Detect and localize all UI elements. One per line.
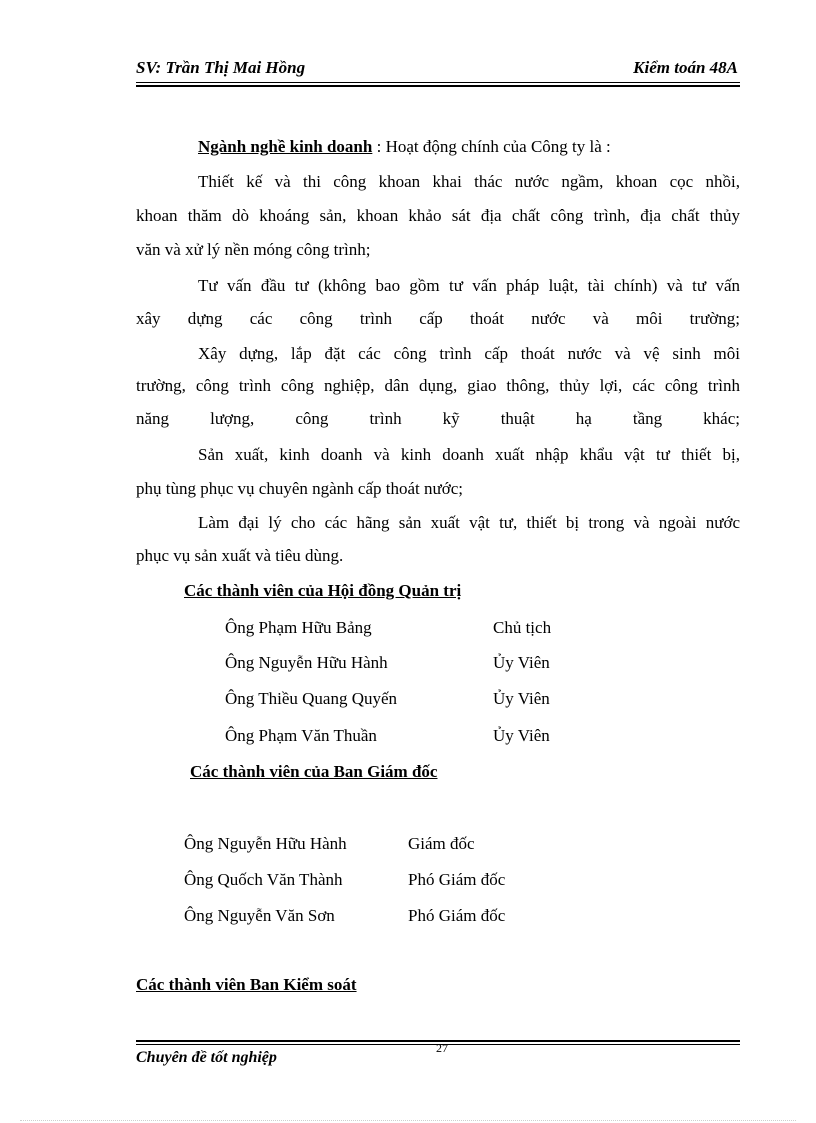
business-intro-line xyxy=(136,136,740,158)
business-label: Ngành nghề kinh doanh xyxy=(198,137,373,156)
directors-heading: Các thành viên của Ban Giám đốc xyxy=(190,762,438,781)
board-member-role: Ủy Viên xyxy=(493,689,550,708)
business-line: năng lượng, công trình kỹ thuật hạ tầng khác; xyxy=(136,409,740,428)
director-name: Ông Quốch Văn Thành xyxy=(184,870,343,889)
director-role: Giám đốc xyxy=(408,834,475,853)
board-member-name: Ông Phạm Văn Thuần xyxy=(225,726,377,745)
supervisory-heading: Các thành viên Ban Kiểm soát xyxy=(136,975,357,994)
board-member-role: Ủy Viên xyxy=(493,726,550,745)
header-student-name: SV: Trần Thị Mai Hồng xyxy=(136,58,306,77)
director-name: Ông Nguyễn Văn Sơn xyxy=(184,906,335,925)
business-line: phụ tùng phục vụ chuyên ngành cấp thoát nước; xyxy=(136,479,463,498)
header-rule-thick xyxy=(136,85,740,87)
header-class: Kiểm toán 48A xyxy=(633,58,738,77)
business-line: Thiết kế và thi công khoan khai thác nước ngầm, khoan cọc nhồi, xyxy=(198,172,740,191)
director-role: Phó Giám đốc xyxy=(408,870,506,889)
director-name: Ông Nguyễn Hữu Hành xyxy=(184,834,347,853)
board-member-role: Chủ tịch xyxy=(493,618,552,637)
board-member-name: Ông Thiều Quang Quyến xyxy=(225,689,398,708)
business-line: Tư vấn đầu tư (không bao gồm tư vấn pháp luật, tài chính) và tư vấn xyxy=(198,276,740,295)
director-role: Phó Giám đốc xyxy=(408,906,506,925)
business-intro: : Hoạt động chính của Công ty là : xyxy=(376,137,611,156)
business-line: khoan thăm dò khoáng sản, khoan khảo sát địa chất công trình, địa chất thủy xyxy=(136,206,740,225)
board-member-name: Ông Phạm Hữu Bảng xyxy=(225,618,372,637)
business-line: Sản xuất, kinh doanh và kinh doanh xuất nhập khẩu vật tư thiết bị, xyxy=(198,445,740,464)
header-rule-thin xyxy=(136,82,740,83)
business-line: văn và xử lý nền móng công trình; xyxy=(136,240,371,259)
business-line: Làm đại lý cho các hãng sản xuất vật tư, thiết bị trong và ngoài nước xyxy=(198,513,740,532)
board-heading: Các thành viên của Hội đồng Quản trị xyxy=(184,581,462,600)
business-line: trường, công trình công nghiệp, dân dụng, giao thông, thủy lợi, các công trình xyxy=(136,376,740,395)
board-member-role: Ủy Viên xyxy=(493,653,550,672)
business-line: phục vụ sản xuất và tiêu dùng. xyxy=(136,546,344,565)
footer-title: Chuyên đề tốt nghiệp xyxy=(136,1049,277,1066)
page-edge-dots xyxy=(20,1120,796,1121)
business-line: xây dựng các công trình cấp thoát nước và môi trường; xyxy=(136,309,740,328)
board-member-name: Ông Nguyễn Hữu Hành xyxy=(225,653,388,672)
page-number: 27 xyxy=(436,1041,448,1055)
business-line: Xây dựng, lắp đặt các công trình cấp thoát nước và vệ sinh môi xyxy=(198,344,740,363)
